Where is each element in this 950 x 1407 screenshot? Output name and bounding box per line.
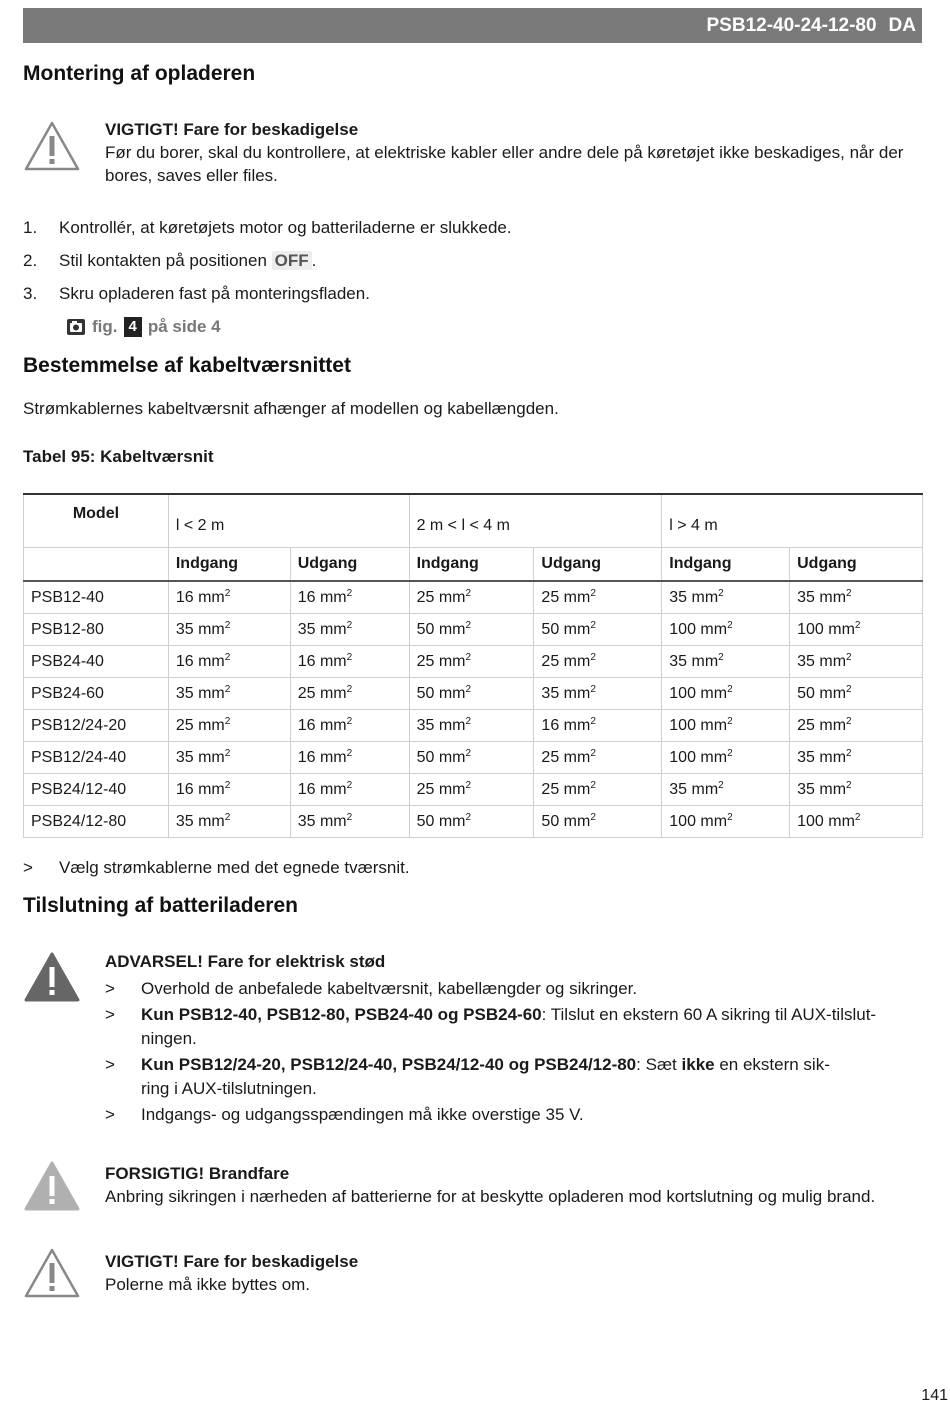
cell-value: 25 [541,780,560,798]
cell-unit: mm [319,652,347,670]
cell-unit: mm [198,780,225,798]
cross-section-cell [790,805,923,837]
cell-unit: mm [198,588,225,606]
sub-header: Indgang [662,547,790,581]
cell-value: 25 [541,588,560,606]
cross-section-cell [409,677,534,709]
unit-exponent: 2 [346,683,353,695]
unit-exponent: 2 [727,811,733,823]
unit-exponent: 2 [224,747,231,759]
step-number: 3. [23,284,38,303]
unit-exponent: 2 [590,651,596,663]
cell-value: 50 [797,684,815,702]
cell-unit: mm [700,684,728,702]
cell-unit: mm [819,748,847,766]
cell-value: 50 [416,684,435,702]
unit-exponent: 2 [465,587,472,599]
cell-unit: mm [198,652,225,670]
unit-exponent: 2 [346,811,353,823]
cell-value: 16 [297,588,316,606]
unit-exponent: 2 [346,747,353,759]
table-row [24,581,923,613]
unit-exponent: 2 [846,587,852,599]
model-cell: PSB24/12-40 [24,773,169,805]
unit-exponent: 2 [346,715,353,727]
unit-exponent: 2 [718,587,724,599]
cell-unit: mm [198,748,225,766]
cross-section-cell [409,581,534,613]
step-number: 1. [23,218,38,237]
unit-exponent: 2 [846,651,852,663]
unit-exponent: 2 [346,779,353,791]
cross-section-cell [790,709,923,741]
cell-unit: mm [563,620,591,638]
cell-value: 50 [541,620,560,638]
table-row [24,677,923,709]
unit-exponent: 2 [224,619,231,631]
cell-value: 16 [175,780,194,798]
cell-unit: mm [819,716,847,734]
warning-bullet: > Overhold de anbefalede kabeltværsnit, kabellængder og sikringer. [105,979,638,998]
cell-unit: mm [563,652,591,670]
unit-exponent: 2 [590,779,596,791]
cell-unit: mm [319,716,347,734]
figure-reference[interactable] [66,315,221,338]
table-row [24,709,923,741]
model-cell: PSB12-40 [24,581,169,613]
unit-exponent: 2 [465,779,472,791]
cell-unit: mm [563,780,591,798]
cell-unit: mm [438,684,466,702]
cell-value: 100 [797,812,824,830]
cell-value: 16 [297,716,316,734]
sub-header: Udgang [534,547,662,581]
cell-value: 50 [416,812,435,830]
unit-exponent: 2 [224,811,231,823]
model-cell: PSB24/12-80 [24,805,169,837]
cell-unit: mm [700,748,728,766]
instruction-text: Vælg strømkablerne med det egnede tværsnit. [59,858,410,877]
section-title-cable: Bestemmelse af kabeltværsnittet [23,354,351,377]
table-subheader-row [24,547,923,581]
cell-value: 35 [541,684,560,702]
cell-value: 25 [416,588,435,606]
cell-value: 25 [797,716,815,734]
unit-exponent: 2 [718,779,724,791]
cell-value: 50 [416,620,435,638]
unit-exponent: 2 [465,683,472,695]
model-cell: PSB12/24-20 [24,709,169,741]
cross-section-cell [790,773,923,805]
table-row [24,773,923,805]
unit-exponent: 2 [590,811,596,823]
warning-bullet-continuation: ring i AUX-tilslutningen. [141,1079,317,1098]
cell-unit: mm [819,780,847,798]
language-code: DA [888,15,916,36]
sub-header: Indgang [409,547,534,581]
cell-unit: mm [438,588,466,606]
warning-triangle-icon [23,120,81,172]
cell-unit: mm [819,652,847,670]
unit-exponent: 2 [590,587,596,599]
cell-unit: mm [319,588,347,606]
cell-value: 16 [297,652,316,670]
table-header-row [24,494,923,547]
cell-unit: mm [438,620,466,638]
figure-page: på side 4 [147,317,221,336]
cross-section-cell [534,773,662,805]
cell-unit: mm [198,620,225,638]
cell-value: 16 [175,652,194,670]
unit-exponent: 2 [846,779,852,791]
unit-exponent: 2 [224,715,231,727]
cell-unit: mm [691,588,719,606]
range-header: l > 4 m [662,494,923,547]
cell-unit: mm [563,748,591,766]
unit-exponent: 2 [727,715,733,727]
cross-section-cell [790,645,923,677]
cell-value: 100 [669,748,696,766]
cross-section-cell [168,613,290,645]
cross-section-cell [534,741,662,773]
caution-title: FORSIGTIG! Brandfare [105,1164,290,1183]
step-item [23,282,370,305]
cell-unit: mm [563,588,591,606]
unit-exponent: 2 [465,715,472,727]
cell-value: 25 [416,652,435,670]
notice-title: VIGTIGT! Fare for beskadigelse [105,1252,359,1271]
cell-value: 35 [669,652,688,670]
cross-section-cell [168,773,290,805]
cell-unit: mm [691,780,719,798]
cell-unit: mm [563,684,591,702]
cell-value: 35 [797,780,815,798]
unit-exponent: 2 [465,747,472,759]
unit-exponent: 2 [346,587,353,599]
cross-section-cell [662,645,790,677]
cell-value: 25 [416,780,435,798]
cross-section-cell [662,677,790,709]
cross-section-cell [409,741,534,773]
warning-bullet: > Indgangs- og udgangsspændingen må ikke overstige 35 V. [105,1105,584,1124]
cell-value: 35 [669,588,688,606]
camera-icon [66,318,86,336]
cell-unit: mm [828,812,855,830]
cell-value: 100 [797,620,824,638]
cell-value: 25 [541,748,560,766]
cell-value: 35 [175,812,194,830]
sub-header: Indgang [168,547,290,581]
cross-section-cell [290,805,409,837]
cell-unit: mm [819,588,847,606]
cell-unit: mm [438,748,466,766]
range-header: 2 m < l < 4 m [409,494,662,547]
warning-text: Før du borer, skal du kontrollere, at elektriske kabler eller andre dele på køretøjet ikke beskadiges, når der bores, saves eller files. [105,143,904,185]
unit-exponent: 2 [224,779,231,791]
cell-unit: mm [828,620,855,638]
cross-section-cell [662,773,790,805]
model-cell: PSB24-40 [24,645,169,677]
cell-unit: mm [438,716,466,734]
cell-value: 35 [797,588,815,606]
page-number: 141 [921,1387,948,1404]
cross-section-cell [534,805,662,837]
cell-value: 35 [175,684,194,702]
cross-section-cell [290,613,409,645]
cell-unit: mm [319,684,347,702]
cell-value: 25 [175,716,194,734]
cross-section-cell [662,805,790,837]
cross-section-cell [790,613,923,645]
warning-title: ADVARSEL! Fare for elektrisk stød [105,952,386,971]
warning-bullet: > Kun PSB12-40, PSB12-80, PSB24-40 og PSB24-60: Tilslut en ekstern 60 A sikring til AUX-tilslut- [105,1005,877,1024]
cell-unit: mm [700,716,728,734]
notice-text: Polerne må ikke byttes om. [105,1275,311,1294]
cell-value: 25 [297,684,316,702]
cross-section-cell [168,581,290,613]
figure-label: fig. [92,317,118,336]
chevron-right-icon: > [105,1105,115,1124]
unit-exponent: 2 [846,747,852,759]
cross-section-cell [168,645,290,677]
unit-exponent: 2 [718,651,724,663]
table-row [24,613,923,645]
cable-table [23,493,923,838]
cell-unit: mm [198,716,225,734]
cell-value: 35 [175,620,194,638]
table-row [24,741,923,773]
unit-exponent: 2 [590,715,596,727]
cell-unit: mm [319,812,347,830]
section-title-connection: Tilslutning af batteriladeren [23,894,298,917]
cell-unit: mm [198,812,225,830]
empty-cell [24,547,169,581]
cross-section-cell [290,773,409,805]
cross-section-cell [790,677,923,709]
cross-section-cell [168,677,290,709]
cell-value: 16 [541,716,560,734]
sub-header: Udgang [790,547,923,581]
cell-unit: mm [819,684,847,702]
table-caption: Tabel 95: Kabeltværsnit [23,447,214,466]
document-id: PSB12-40-24-12-80 [706,15,877,36]
warning-triangle-icon [23,1247,81,1299]
cell-value: 100 [669,716,696,734]
off-key-label: OFF [272,251,312,270]
unit-exponent: 2 [465,651,472,663]
unit-exponent: 2 [346,651,353,663]
warning-bullet: > Kun PSB12/24-20, PSB12/24-40, PSB24/12-40 og PSB24/12-80: Sæt ikke en ekstern sik- [105,1055,830,1074]
step-text: Stil kontakten på positionen [59,251,267,270]
cell-value: 35 [797,748,815,766]
cell-value: 35 [297,812,316,830]
cell-value: 35 [416,716,435,734]
chevron-right-icon: > [105,979,115,998]
cell-value: 100 [669,684,696,702]
model-cell: PSB12-80 [24,613,169,645]
unit-exponent: 2 [590,619,596,631]
sub-header: Udgang [290,547,409,581]
cross-section-cell [409,645,534,677]
cell-value: 35 [669,780,688,798]
cell-value: 16 [297,748,316,766]
header-bar [23,8,922,43]
step-item: 2. Stil kontakten på positionen OFF . [23,251,317,270]
cross-section-cell [534,709,662,741]
unit-exponent: 2 [224,683,231,695]
unit-exponent: 2 [465,619,472,631]
model-cell: PSB12/24-40 [24,741,169,773]
unit-exponent: 2 [727,683,733,695]
chevron-right-icon: > [105,1055,115,1074]
table-row [24,645,923,677]
cell-value: 16 [297,780,316,798]
cross-section-cell [534,613,662,645]
range-header: l < 2 m [168,494,409,547]
step-text: Kontrollér, at køretøjets motor og batteriladerne er slukkede. [59,218,512,237]
cell-value: 35 [297,620,316,638]
cell-value: 100 [669,620,696,638]
cross-section-cell [662,741,790,773]
cross-section-cell [790,741,923,773]
cell-value: 50 [541,812,560,830]
cell-unit: mm [691,652,719,670]
table-row [24,805,923,837]
warning-triangle-icon [23,951,81,1003]
cross-section-cell [534,677,662,709]
cross-section-cell [290,581,409,613]
cell-value: 50 [416,748,435,766]
cell-value: 100 [669,812,696,830]
caution-text: Anbring sikringen i nærheden af batterierne for at beskytte opladeren mod kortslutning og mulig brand. [105,1187,876,1206]
unit-exponent: 2 [346,619,353,631]
section-intro: Strømkablernes kabeltværsnit afhænger af modellen og kabellængden. [23,399,559,418]
unit-exponent: 2 [224,651,231,663]
section-title-mounting: Montering af opladeren [23,62,256,85]
cell-unit: mm [198,684,225,702]
cross-section-cell [409,709,534,741]
warning-bullet-continuation: ningen. [141,1029,197,1048]
cross-section-cell [290,677,409,709]
step-number: 2. [23,251,38,270]
unit-exponent: 2 [727,619,733,631]
cell-unit: mm [319,620,347,638]
cell-value: 25 [541,652,560,670]
unit-exponent: 2 [590,747,596,759]
model-header: Model [24,494,169,547]
cell-value: 35 [797,652,815,670]
cross-section-cell [790,581,923,613]
cell-unit: mm [319,780,347,798]
cross-section-cell [662,709,790,741]
cell-value: 16 [175,588,194,606]
cross-section-cell [534,581,662,613]
cell-unit: mm [563,812,591,830]
cross-section-cell [409,613,534,645]
cross-section-cell [662,581,790,613]
cross-section-cell [290,645,409,677]
cell-unit: mm [700,812,728,830]
cross-section-cell [290,709,409,741]
unit-exponent: 2 [854,811,861,823]
model-cell: PSB24-60 [24,677,169,709]
cross-section-cell [409,773,534,805]
chevron-right-icon: > [23,858,33,877]
unit-exponent: 2 [727,747,733,759]
cell-unit: mm [563,716,591,734]
cell-value: 35 [175,748,194,766]
unit-exponent: 2 [465,811,472,823]
unit-exponent: 2 [854,619,861,631]
cell-unit: mm [438,652,466,670]
cross-section-cell [168,805,290,837]
chevron-right-icon: > [105,1005,115,1024]
cross-section-cell [534,645,662,677]
unit-exponent: 2 [846,715,852,727]
step-item [23,216,512,239]
cross-section-cell [168,709,290,741]
cell-unit: mm [700,620,728,638]
cell-unit: mm [438,780,466,798]
instruction-item [23,856,410,879]
unit-exponent: 2 [224,587,231,599]
cell-unit: mm [319,748,347,766]
warning-triangle-icon [23,1160,81,1212]
unit-exponent: 2 [590,683,596,695]
unit-exponent: 2 [846,683,852,695]
cross-section-cell [662,613,790,645]
cross-section-cell [409,805,534,837]
cross-section-cell [290,741,409,773]
cell-unit: mm [438,812,466,830]
warning-title: VIGTIGT! Fare for beskadigelse [105,120,359,139]
cross-section-cell [168,741,290,773]
step-text: Skru opladeren fast på monteringsfladen. [59,284,370,303]
figure-number: 4 [124,317,142,337]
